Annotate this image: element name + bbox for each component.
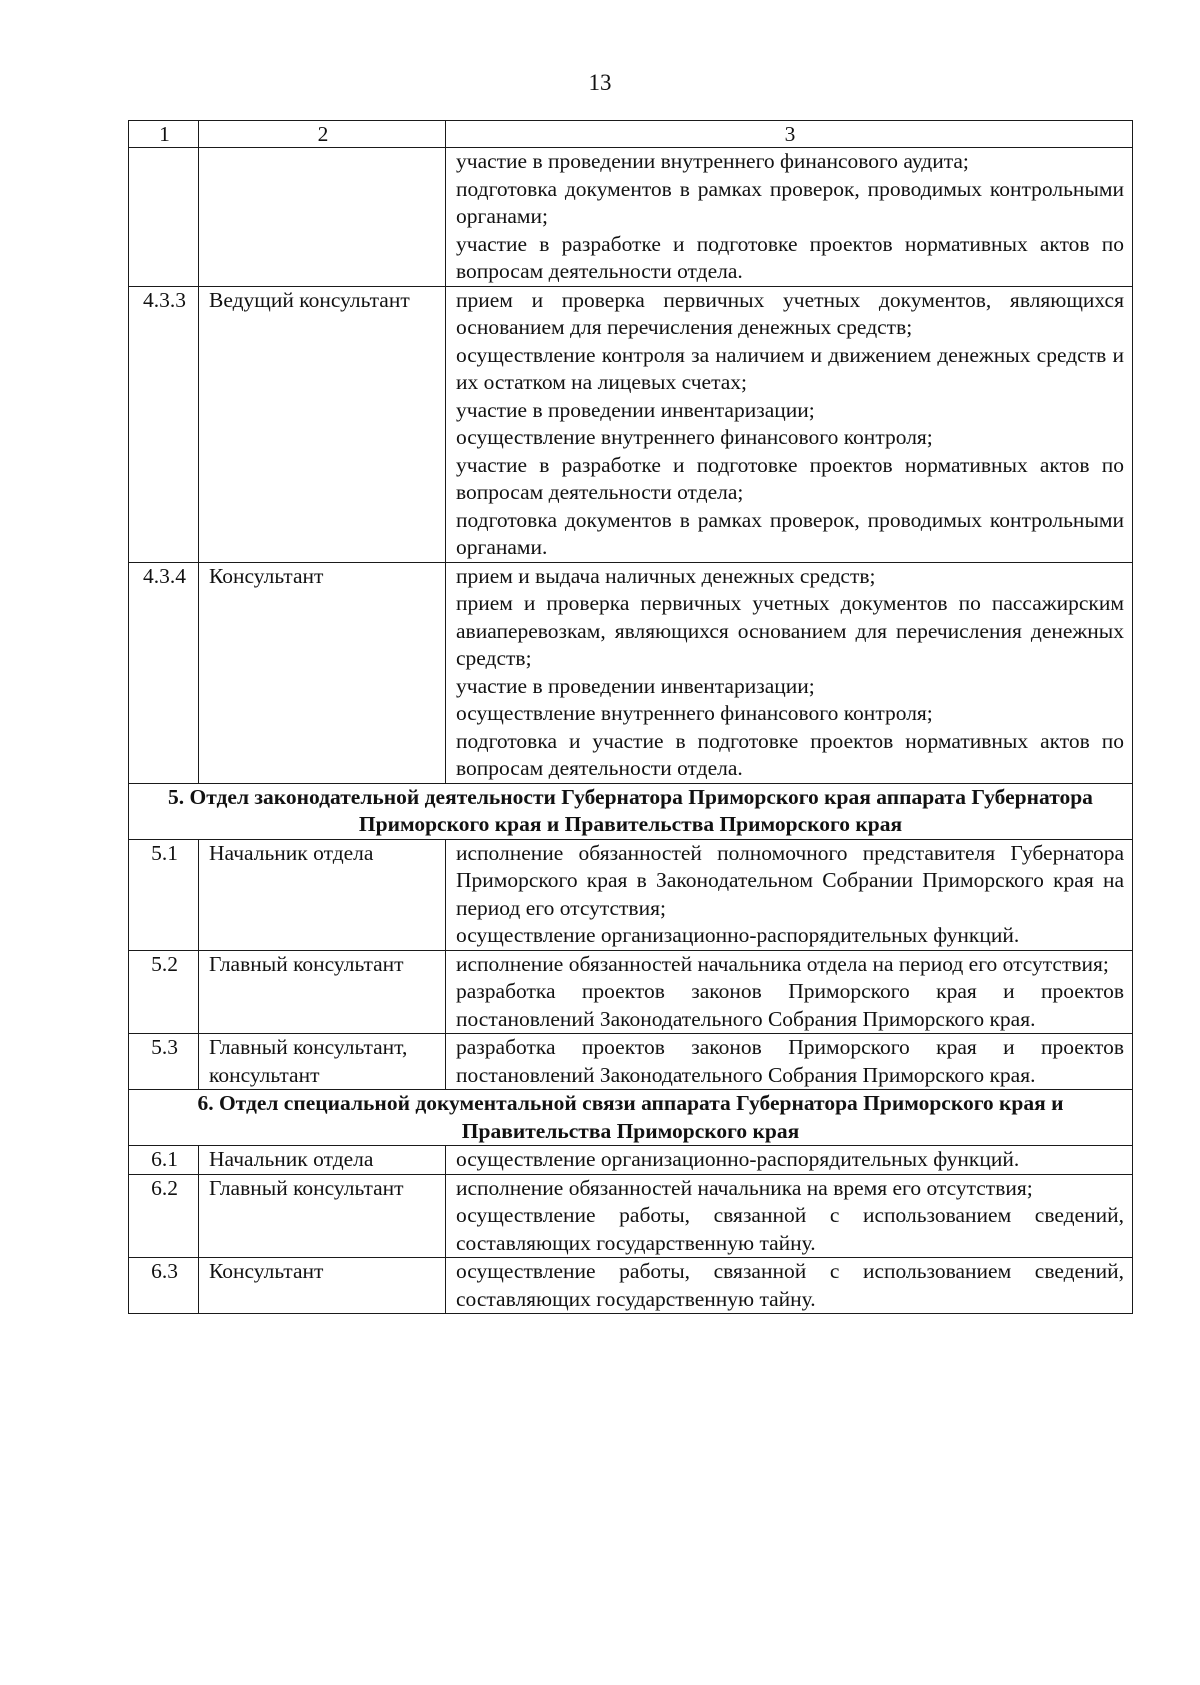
duty-item: исполнение обязанностей начальника на время его отсутствия;	[456, 1175, 1033, 1200]
row-number	[129, 148, 199, 287]
column-header-number: 1	[129, 121, 199, 148]
duty-item: осуществление внутреннего финансового контроля;	[456, 425, 933, 449]
column-header-row	[129, 121, 1133, 148]
duty-item: осуществление внутреннего финансового контроля;	[456, 701, 933, 725]
duty-item: подготовка документов в рамках проверок, проводимых контрольными органами.	[456, 507, 1124, 559]
table-row	[129, 1146, 1133, 1175]
duties-cell	[446, 286, 1133, 562]
duty-item: осуществление контроля за наличием и движением денежных средств и их остатком на лицевых счетах;	[456, 342, 1124, 394]
duty-item: прием и выдача наличных денежных средств;	[456, 563, 876, 588]
duty-item: прием и проверка первичных учетных документов по пассажирским авиаперевозкам, являющихся основанием для перечисления денежных средств;	[456, 591, 1124, 670]
duties-cell	[446, 562, 1133, 783]
position-title: Главный консультант, консультант	[199, 1034, 446, 1090]
duty-item: подготовка документов в рамках проверок, проводимых контрольными органами;	[456, 176, 1124, 228]
section-heading-row	[129, 1090, 1133, 1146]
duty-item: разработка проектов законов Приморского края и проектов постановлений Законодательного Собрания Приморского края.	[456, 1035, 1124, 1087]
duty-item: исполнение обязанностей полномочного представителя Губернатора Приморского края в Законодательном Собрании Приморского края на период его отсутствия;	[456, 840, 1124, 920]
row-number: 6.3	[129, 1258, 199, 1314]
position-title: Ведущий консультант	[199, 286, 446, 562]
duty-item: участие в проведении инвентаризации;	[456, 397, 815, 422]
table-row	[129, 950, 1133, 1034]
duties-cell	[446, 1174, 1133, 1258]
row-number: 5.3	[129, 1034, 199, 1090]
section-heading-row	[129, 783, 1133, 839]
table-row	[129, 148, 1133, 287]
duty-item: прием и проверка первичных учетных документов, являющихся основанием для перечисления денежных средств;	[456, 287, 1124, 339]
position-title	[199, 148, 446, 287]
duty-item: участие в разработке и подготовке проектов нормативных актов по вопросам деятельности отдела;	[456, 452, 1124, 504]
row-number: 5.1	[129, 839, 199, 950]
table-row	[129, 1258, 1133, 1314]
duties-table	[128, 120, 1133, 1314]
position-title: Консультант	[199, 1258, 446, 1314]
duty-item: осуществление организационно-распорядительных функций.	[456, 923, 1020, 947]
row-number: 6.1	[129, 1146, 199, 1175]
duty-item: разработка проектов законов Приморского края и проектов постановлений Законодательного Собрания Приморского края.	[456, 979, 1124, 1031]
table-row	[129, 1034, 1133, 1090]
position-title: Начальник отдела	[199, 839, 446, 950]
duty-item: участие в проведении внутреннего финансового аудита;	[456, 149, 969, 173]
table-body	[129, 121, 1133, 1314]
duties-cell	[446, 839, 1133, 950]
duty-item: осуществление организационно-распорядительных функций.	[456, 1147, 1020, 1171]
column-header-position: 2	[199, 121, 446, 148]
position-title: Главный консультант	[199, 950, 446, 1034]
column-header-duties: 3	[446, 121, 1133, 148]
position-title: Главный консультант	[199, 1174, 446, 1258]
duty-item: осуществление работы, связанной с использованием сведений, составляющих государственную тайну.	[456, 1203, 1124, 1255]
duty-item: осуществление работы, связанной с использованием сведений, составляющих государственную тайну.	[456, 1259, 1124, 1311]
row-number: 6.2	[129, 1174, 199, 1258]
duties-cell	[446, 1146, 1133, 1175]
table-row	[129, 839, 1133, 950]
duty-item: участие в разработке и подготовке проектов нормативных актов по вопросам деятельности отдела.	[456, 231, 1124, 283]
page-number: 13	[588, 70, 612, 95]
duty-item: исполнение обязанностей начальника отдела на период его отсутствия;	[456, 951, 1109, 976]
row-number: 4.3.3	[129, 286, 199, 562]
table-row	[129, 286, 1133, 562]
position-title: Начальник отдела	[199, 1146, 446, 1175]
row-number: 5.2	[129, 950, 199, 1034]
duty-item: участие в проведении инвентаризации;	[456, 673, 815, 698]
row-number: 4.3.4	[129, 562, 199, 783]
section-heading: 5. Отдел законодательной деятельности Губернатора Приморского края аппарата Губернатора Приморского края и Правительства Приморского края	[129, 783, 1133, 839]
table-row	[129, 562, 1133, 783]
duties-cell	[446, 148, 1133, 287]
duty-item: подготовка и участие в подготовке проектов нормативных актов по вопросам деятельности отдела.	[456, 728, 1124, 780]
section-heading: 6. Отдел специальной документальной связи аппарата Губернатора Приморского края и Правительства Приморского края	[129, 1090, 1133, 1146]
table-row	[129, 1174, 1133, 1258]
duties-cell	[446, 950, 1133, 1034]
position-title: Консультант	[199, 562, 446, 783]
duties-cell	[446, 1258, 1133, 1314]
duties-cell	[446, 1034, 1133, 1090]
